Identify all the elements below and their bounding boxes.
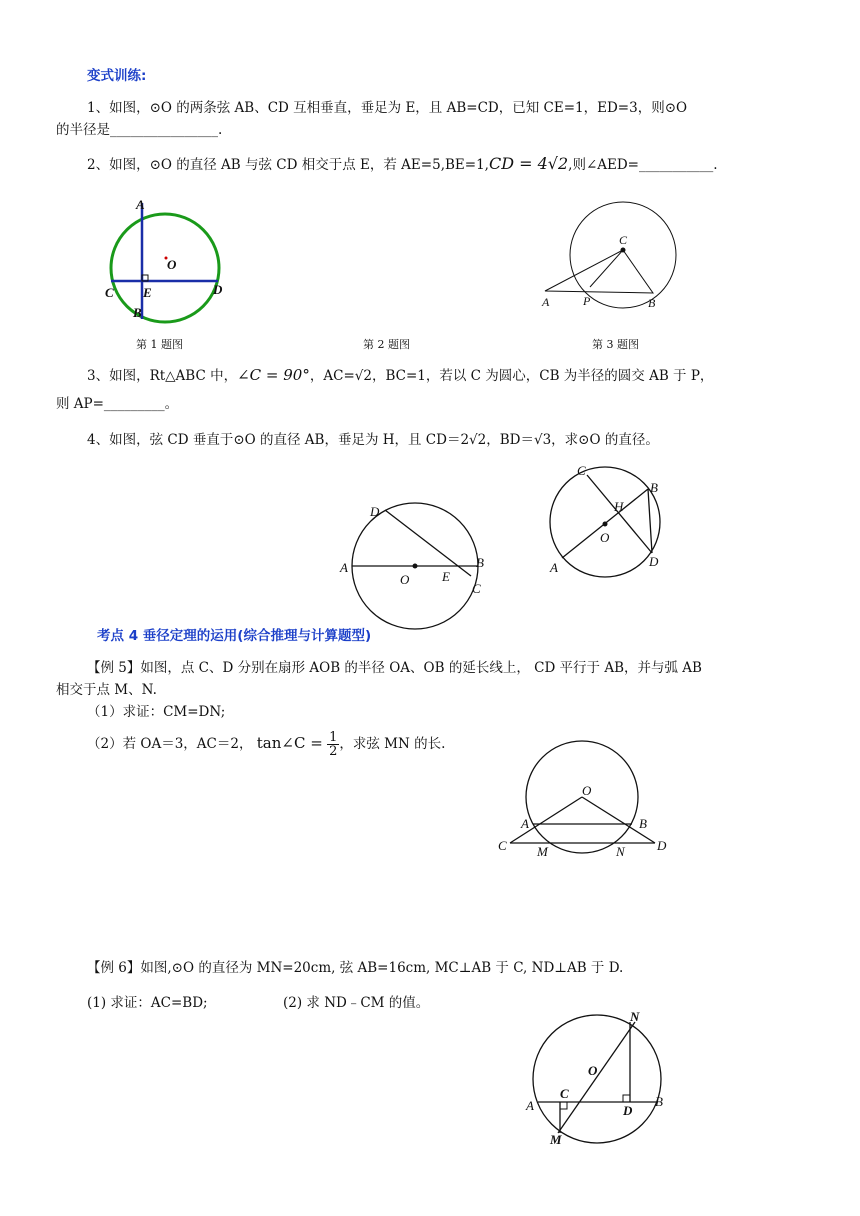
fig2-label-c: C: [619, 233, 628, 247]
fig2-line-cp: [590, 250, 623, 287]
fig1-label-a: A: [136, 197, 145, 212]
figure-6: [518, 1005, 678, 1145]
fig1-label-c: C: [105, 285, 114, 300]
question-2-line: [87, 153, 718, 173]
caption-2: 第 2 题图: [363, 338, 410, 351]
fig5-label-b: B: [639, 816, 647, 831]
question-2-tail: ,则∠AED=___________.: [568, 157, 718, 173]
fig3-line-bd: [648, 489, 652, 553]
question-4-line: 4、如图，弦 CD 垂直于⊙O 的直径 AB，垂足为 H，且 CD＝2√2，BD＝√3，求⊙O 的直径。: [87, 432, 659, 448]
fig6-circle: [533, 1015, 661, 1143]
fig3-center-dot: [603, 522, 608, 527]
example-5-line2: 相交于点 M、N.: [56, 682, 157, 698]
fig5-label-m: M: [537, 844, 548, 859]
example-5-q1: （1）求证：CM=DN;: [87, 704, 226, 720]
fig5-label-a: A: [521, 816, 529, 831]
fig4-label-o: O: [400, 572, 410, 587]
fig5-label-o: O: [582, 783, 592, 798]
fig3-label-b: B: [650, 480, 658, 495]
fig6-label-c: C: [560, 1086, 569, 1101]
example-5-line1: 【例 5】如图，点 C、D 分别在扇形 AOB 的半径 OA、OB 的延长线上， CD 平行于 AB，并与弧 AB: [87, 660, 702, 676]
fig2-label-a: A: [542, 295, 550, 309]
example-6-line1: 【例 6】如图,⊙O 的直径为 MN=20cm, 弦 AB=16cm, MC⊥AB 于 C, ND⊥AB 于 D.: [87, 960, 624, 976]
example-6-q1: (1) 求证：AC=BD;: [87, 995, 208, 1011]
question-3-text-a: 3、如图，Rt△ABC 中，: [87, 368, 238, 384]
example-5-q2-text-a: （2）若 OA＝3，AC＝2，: [87, 736, 253, 752]
fig6-label-d: D: [623, 1103, 633, 1118]
fig3-label-c: C: [577, 463, 586, 478]
figure-2: [535, 193, 695, 333]
fig6-label-n: N: [630, 1009, 640, 1024]
question-3-line2: 则 AP=_________。: [56, 396, 179, 412]
fig2-center-dot: [621, 248, 626, 253]
fig5-label-n: N: [616, 844, 625, 859]
example-5-q2: [87, 731, 445, 758]
question-2-formula: CD = 4√2: [488, 154, 569, 173]
fig2-label-b: B: [648, 296, 656, 310]
example-5-fraction-num: 1: [329, 730, 338, 745]
fig1-label-o: O: [167, 257, 177, 272]
fig4-label-c: C: [472, 581, 481, 596]
fig1-label-d: D: [213, 282, 223, 297]
fig2-triangle: [545, 250, 653, 293]
kaodian-4-heading: 考点 4 垂径定理的运用(综合推理与计算题型): [97, 628, 372, 644]
fig3-chord-cd: [587, 475, 652, 553]
fig1-circle: [111, 214, 219, 322]
figure-1: [100, 195, 230, 335]
fig3-label-o: O: [600, 530, 610, 545]
example-5-q2-text-b: ，求弦 MN 的长.: [339, 736, 446, 752]
example-5-fraction-den: 2: [329, 744, 338, 759]
fig1-label-e: E: [143, 285, 152, 300]
example-5-tan: tan∠C =: [256, 734, 323, 752]
question-3-text-b: ，AC=√2，BC=1，若以 C 为圆心，CB 为半径的圆交 AB 于 P，: [309, 368, 714, 384]
figure-5: [495, 740, 675, 860]
section-heading: 变式训练:: [87, 68, 147, 84]
fig5-label-c: C: [498, 838, 507, 853]
question-3-formula: ∠C = 90°: [237, 366, 310, 384]
fig1-label-b: B: [133, 305, 142, 320]
fig4-label-a: A: [340, 560, 348, 575]
fig6-right-angle-d: [623, 1095, 630, 1102]
question-1-line2: 的半径是________________.: [56, 122, 223, 138]
fig6-label-o: O: [588, 1063, 598, 1078]
caption-3: 第 3 题图: [592, 338, 639, 351]
question-1-line1: 1、如图，⊙O 的两条弦 AB、CD 互相垂直，垂足为 E，且 AB=CD，已知 CE=1，ED=3，则⊙O: [87, 100, 688, 116]
fig4-label-b: B: [476, 555, 484, 570]
fig5-label-d: D: [657, 838, 667, 853]
figure-4: [335, 500, 505, 630]
fig4-center-dot: [413, 564, 418, 569]
fig3-label-d: D: [649, 554, 659, 569]
fig6-label-b: B: [655, 1094, 663, 1109]
example-6-q2: (2) 求 ND﹣CM 的值。: [283, 995, 430, 1011]
fig4-label-d: D: [370, 504, 380, 519]
fig6-label-m: M: [550, 1132, 562, 1147]
figure-3: [540, 462, 680, 592]
fig4-label-e: E: [442, 569, 450, 584]
fig6-label-a: A: [526, 1098, 534, 1113]
question-2-text: 2、如图，⊙O 的直径 AB 与弦 CD 相交于点 E，若 AE=5,BE=1,: [87, 157, 489, 173]
fig6-right-angle-c: [560, 1102, 567, 1109]
question-3-line1: [87, 364, 713, 384]
caption-1: 第 1 题图: [136, 338, 183, 351]
example-5-fraction: [327, 731, 339, 758]
fig3-label-a: A: [550, 560, 558, 575]
fig2-label-p: P: [583, 294, 591, 308]
fig3-label-h: H: [614, 499, 624, 514]
